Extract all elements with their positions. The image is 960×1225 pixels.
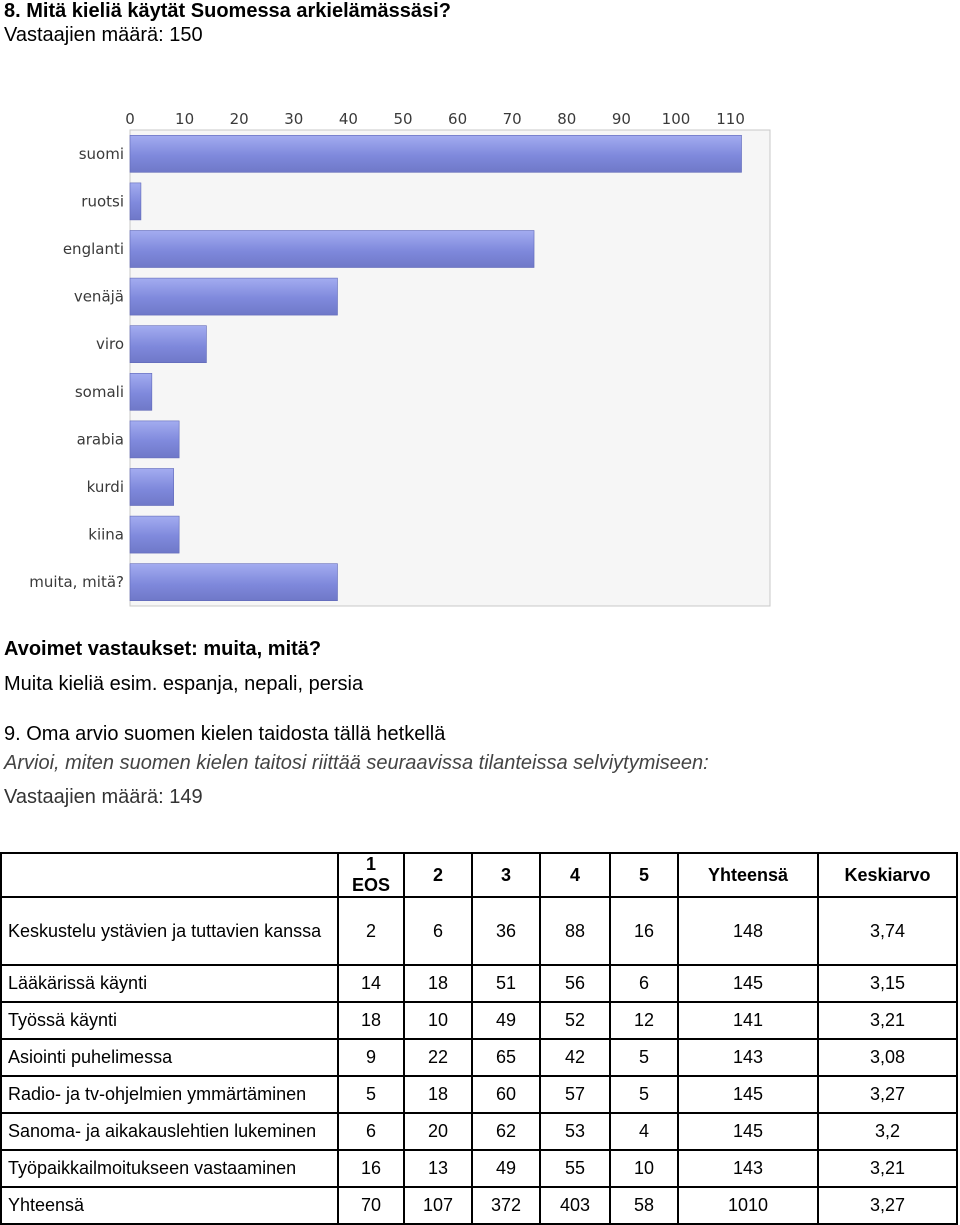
table-cell: 141	[678, 1002, 818, 1039]
q8-respondents: Vastaajien määrä: 150	[4, 24, 203, 46]
category-label: muita, mitä?	[29, 573, 124, 592]
table-header-row	[1, 853, 957, 897]
category-label: somali	[74, 382, 124, 401]
table-cell: 42	[540, 1039, 610, 1076]
table-cell: 22	[404, 1039, 472, 1076]
table-cell: 145	[678, 1113, 818, 1150]
table-cell: 372	[472, 1187, 540, 1224]
table-cell: 3,74	[818, 897, 957, 965]
table-cell: 403	[540, 1187, 610, 1224]
table-cell: 145	[678, 1076, 818, 1113]
x-tick-label: 70	[502, 110, 522, 128]
q9-respondents: Vastaajien määrä: 149	[4, 786, 203, 808]
bar-kiina	[130, 516, 179, 553]
x-tick-label: 60	[448, 110, 468, 128]
q9-title: 9. Oma arvio suomen kielen taidosta tällä hetkellä	[4, 723, 446, 745]
plot-area	[130, 130, 770, 606]
bar-ruotsi	[130, 183, 141, 220]
table-cell: 143	[678, 1039, 818, 1076]
table-cell: 3,2	[818, 1113, 957, 1150]
x-tick-label: 100	[661, 110, 691, 128]
row-label: Työpaikkailmoitukseen vastaaminen	[1, 1150, 338, 1187]
table-cell: 2	[338, 897, 404, 965]
table-cell: 57	[540, 1076, 610, 1113]
bar-englanti	[130, 231, 534, 268]
x-tick-label: 0	[125, 110, 135, 128]
table-row	[1, 897, 957, 965]
bar-viro	[130, 326, 206, 363]
x-tick-label: 20	[229, 110, 249, 128]
table-cell: 143	[678, 1150, 818, 1187]
row-label: Asiointi puhelimessa	[1, 1039, 338, 1076]
table-cell: 3,21	[818, 1150, 957, 1187]
table-cell: 16	[610, 897, 678, 965]
bar-venäjä	[130, 278, 337, 315]
self-assessment-table	[0, 852, 958, 1225]
table-cell: 65	[472, 1039, 540, 1076]
q8-title: 8. Mitä kieliä käytät Suomessa arkielämässäsi?	[4, 0, 451, 22]
table-row	[1, 1076, 957, 1113]
bar-suomi	[130, 135, 742, 172]
table-cell: 16	[338, 1150, 404, 1187]
x-tick-label: 110	[716, 110, 745, 128]
category-label: viro	[95, 335, 124, 354]
table-cell: 20	[404, 1113, 472, 1150]
table-cell: 18	[338, 1002, 404, 1039]
table-row	[1, 1039, 957, 1076]
table-cell: 55	[540, 1150, 610, 1187]
table-cell: 3,21	[818, 1002, 957, 1039]
table-cell: 6	[610, 965, 678, 1002]
table-cell: 10	[404, 1002, 472, 1039]
table-cell: 56	[540, 965, 610, 1002]
row-label: Työssä käynti	[1, 1002, 338, 1039]
row-label: Sanoma- ja aikakauslehtien lukeminen	[1, 1113, 338, 1150]
table-cell: 3,08	[818, 1039, 957, 1076]
table-cell: 9	[338, 1039, 404, 1076]
x-tick-label: 80	[557, 110, 577, 128]
table-cell: 36	[472, 897, 540, 965]
table-cell: 5	[610, 1039, 678, 1076]
table-cell: 88	[540, 897, 610, 965]
table-cell: 14	[338, 965, 404, 1002]
x-tick-label: 90	[611, 110, 631, 128]
header-cell: 2	[404, 853, 472, 897]
table-cell: 49	[472, 1150, 540, 1187]
table-cell: 49	[472, 1002, 540, 1039]
open-answers-heading: Avoimet vastaukset: muita, mitä?	[4, 638, 322, 660]
row-label: Yhteensä	[1, 1187, 338, 1224]
table-cell: 5	[338, 1076, 404, 1113]
bar-somali	[130, 373, 152, 410]
header-cell: 5	[610, 853, 678, 897]
x-tick-label: 50	[393, 110, 413, 128]
category-label: kiina	[88, 525, 124, 544]
category-label: venäjä	[73, 287, 124, 306]
table-cell: 3,27	[818, 1076, 957, 1113]
table-cell: 3,27	[818, 1187, 957, 1224]
table-row	[1, 1187, 957, 1224]
header-cell: Yhteensä	[678, 853, 818, 897]
table-cell: 145	[678, 965, 818, 1002]
table-cell: 53	[540, 1113, 610, 1150]
table-cell: 58	[610, 1187, 678, 1224]
q9-subtitle: Arvioi, miten suomen kielen taitosi riittää seuraavissa tilanteissa selviytymiseen:	[4, 752, 709, 774]
header-cell: 3	[472, 853, 540, 897]
header-cell	[1, 853, 338, 897]
x-tick-label: 10	[175, 110, 195, 128]
category-label: kurdi	[86, 478, 124, 496]
open-answers-text: Muita kieliä esim. espanja, nepali, persia	[4, 673, 364, 695]
table-row	[1, 1002, 957, 1039]
table-cell: 5	[610, 1076, 678, 1113]
bar-muitamitä	[130, 564, 337, 601]
table-cell: 60	[472, 1076, 540, 1113]
table-cell: 62	[472, 1113, 540, 1150]
table-cell: 6	[338, 1113, 404, 1150]
table-cell: 6	[404, 897, 472, 965]
category-label: arabia	[76, 430, 124, 449]
table-row	[1, 1150, 957, 1187]
table-cell: 1010	[678, 1187, 818, 1224]
table-cell: 13	[404, 1150, 472, 1187]
table-cell: 3,15	[818, 965, 957, 1002]
table-cell: 18	[404, 965, 472, 1002]
table-cell: 18	[404, 1076, 472, 1113]
header-cell: Keskiarvo	[818, 853, 957, 897]
row-label: Lääkärissä käynti	[1, 965, 338, 1002]
category-label: ruotsi	[81, 192, 124, 211]
header-cell: 1 EOS	[338, 853, 404, 897]
x-tick-label: 30	[284, 110, 304, 128]
table-cell: 4	[610, 1113, 678, 1150]
header-cell: 4	[540, 853, 610, 897]
bar-arabia	[130, 421, 179, 458]
x-tick-label: 40	[338, 110, 358, 128]
row-label: Radio- ja tv-ohjelmien ymmärtäminen	[1, 1076, 338, 1113]
table-cell: 10	[610, 1150, 678, 1187]
table-cell: 107	[404, 1187, 472, 1224]
table-cell: 52	[540, 1002, 610, 1039]
row-label: Keskustelu ystävien ja tuttavien kanssa	[1, 897, 338, 965]
table-cell: 148	[678, 897, 818, 965]
table-cell: 12	[610, 1002, 678, 1039]
table-row	[1, 965, 957, 1002]
table-cell: 70	[338, 1187, 404, 1224]
languages-bar-chart	[0, 100, 790, 610]
category-label: englanti	[62, 240, 124, 258]
table-row	[1, 1113, 957, 1150]
table-cell: 51	[472, 965, 540, 1002]
bar-kurdi	[130, 469, 174, 506]
category-label: suomi	[78, 144, 124, 163]
